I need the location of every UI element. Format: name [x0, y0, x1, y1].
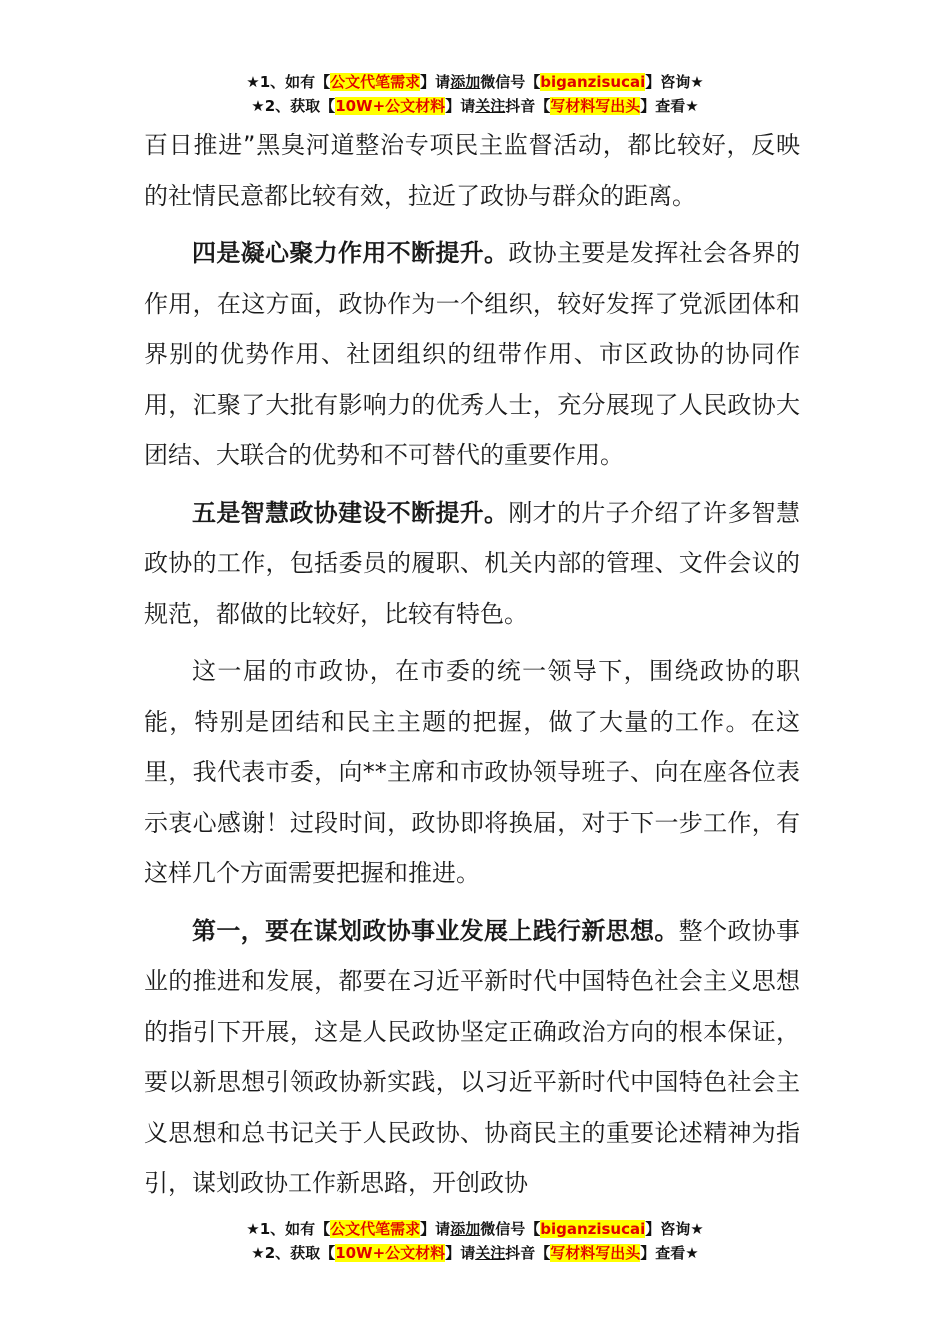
document-body [144, 120, 800, 1216]
paragraph [144, 906, 800, 1209]
paragraph-text: 百日推进”黑臭河道整治专项民主监督活动，都比较好，反映的社情民意都比较有效，拉近了政协与群众的距离。 [144, 131, 800, 210]
banner-text: 微信号【 [480, 73, 541, 91]
paragraph [144, 488, 800, 640]
banner-highlight: biganzisucai [540, 1220, 646, 1238]
banner-highlight: 公文代笔需求 [330, 1220, 421, 1238]
banner-text: 】查看★ [640, 1244, 699, 1262]
paragraph-text: 刚才的片子介绍了许多智慧政协的工作，包括委员的履职、机关内部的管理、文件会议的规范，都做的比较好，比较有特色。 [144, 498, 801, 628]
banner-text: 】请 [420, 1220, 451, 1238]
banner-text: 抖音【 [505, 1244, 551, 1262]
banner-line-2 [0, 1241, 950, 1265]
banner-line-2 [0, 94, 950, 118]
banner-underlined: 添加 [450, 73, 481, 91]
banner-highlight: 10W+公文材料 [335, 97, 446, 115]
banner-text: ★2、获取【 [251, 97, 336, 115]
banner-text: ★1、如有【 [246, 1220, 331, 1238]
banner-line-1 [0, 70, 950, 94]
banner-text: ★2、获取【 [251, 1244, 336, 1262]
banner-underlined: 关注 [475, 1244, 506, 1262]
banner-highlight: 写材料写出头 [550, 97, 641, 115]
paragraph-lead: 第一，要在谋划政协事业发展上践行新思想。 [192, 916, 679, 945]
footer-banner [0, 1217, 950, 1265]
paragraph [144, 228, 800, 481]
banner-highlight: 写材料写出头 [550, 1244, 641, 1262]
banner-text: 抖音【 [505, 97, 551, 115]
banner-underlined: 关注 [475, 97, 506, 115]
banner-text: ★1、如有【 [246, 73, 331, 91]
banner-text: 】查看★ [640, 97, 699, 115]
paragraph-text: 整个政协事业的推进和发展，都要在习近平新时代中国特色社会主义思想的指引下开展，这是人民政协坚定正确政治方向的根本保证，要以新思想引领政协新实践，以习近平新时代中国特色社会主义思想和总书记关于人民政协、协商民主的重要论述精神为指引，谋划政协工作新思路，开创政协 [144, 916, 801, 1197]
paragraph-lead: 五是智慧政协建设不断提升。 [192, 498, 509, 527]
banner-text: 】咨询★ [645, 73, 704, 91]
paragraph-lead: 四是凝心聚力作用不断提升。 [192, 239, 509, 267]
banner-text: 微信号【 [480, 1220, 541, 1238]
paragraph-text: 政协主要是发挥社会各界的作用，在这方面，政协作为一个组织，较好发挥了党派团体和界别的优势作用、社团组织的纽带作用、市区政协的协同作用，汇聚了大批有影响力的优秀人士，充分展现了人民政协大团结、大联合的优势和不可替代的重要作用。 [144, 239, 801, 469]
paragraph [144, 646, 800, 899]
header-banner [0, 70, 950, 118]
banner-underlined: 添加 [450, 1220, 481, 1238]
paragraph [144, 120, 800, 221]
banner-highlight: biganzisucai [540, 73, 646, 91]
banner-line-1 [0, 1217, 950, 1241]
banner-highlight: 公文代笔需求 [330, 73, 421, 91]
paragraph-text: 这一届的市政协，在市委的统一领导下，围绕政协的职能，特别是团结和民主主题的把握，做了大量的工作。在这里，我代表市委，向**主席和市政协领导班子、向在座各位表示衷心感谢！过段时间，政协即将换届，对于下一步工作，有这样几个方面需要把握和推进。 [144, 657, 800, 887]
banner-text: 】请 [420, 73, 451, 91]
banner-text: 】请 [445, 1244, 476, 1262]
banner-highlight: 10W+公文材料 [335, 1244, 446, 1262]
banner-text: 】咨询★ [645, 1220, 704, 1238]
banner-text: 】请 [445, 97, 476, 115]
